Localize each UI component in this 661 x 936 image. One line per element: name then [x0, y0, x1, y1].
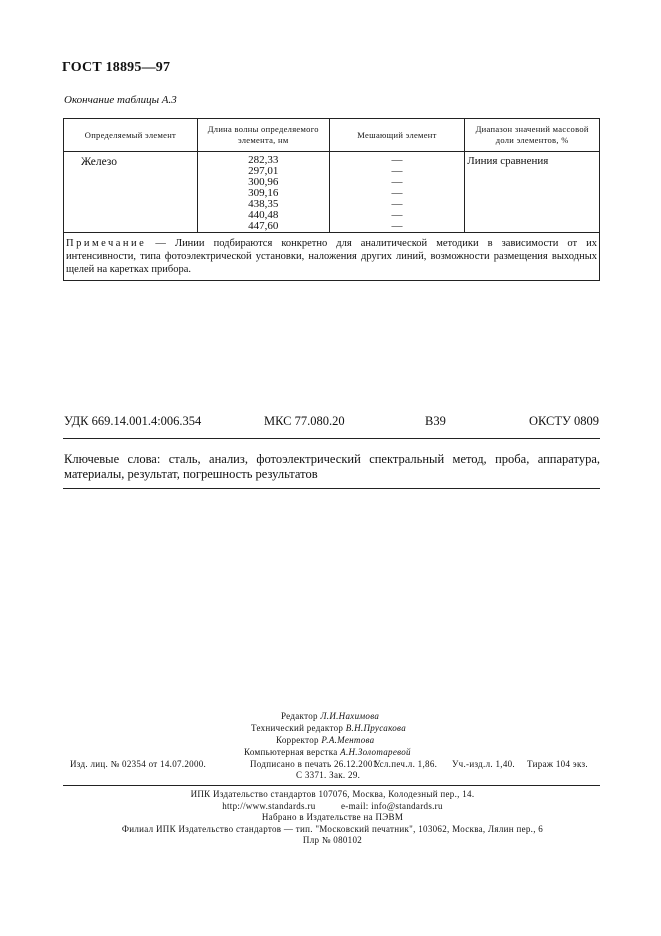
publisher-line: ИПК Издательство стандартов 107076, Москва, Колодезный пер., 14.: [190, 789, 475, 799]
publisher-line: Плр № 080102: [302, 835, 363, 845]
divider: [63, 488, 600, 489]
credit-role: Редактор: [281, 711, 318, 721]
wavelength-value: 438,35: [248, 198, 279, 210]
credit-name: Л.И.Нахимова: [320, 711, 380, 721]
credit-line: [0, 734, 660, 746]
element-cell: Железо: [64, 152, 198, 233]
range-cell: Линия сравнения: [465, 152, 600, 233]
table-row: [64, 152, 600, 233]
publisher-block: [60, 789, 605, 847]
imprint-sheets: Усл.печ.л. 1,86.: [374, 759, 438, 769]
interfering-value: —: [391, 154, 403, 166]
interfering-value: —: [391, 165, 403, 177]
column-header: Длина волны определяемого элемента, нм: [197, 119, 329, 152]
note-label: Примечание: [66, 238, 147, 249]
column-header: Диапазон значений массовой доли элементов, %: [465, 119, 600, 152]
wavelength-value: 300,96: [248, 176, 279, 188]
interfering-cell: [329, 152, 465, 233]
wavelength-cell: [197, 152, 329, 233]
credit-line: [0, 710, 660, 722]
credit-role: Технический редактор: [251, 723, 344, 733]
credit-name: Р.А.Ментова: [321, 735, 375, 745]
wavelength-value: 447,60: [248, 220, 279, 232]
wavelength-value: 309,16: [248, 187, 279, 199]
credit-line: [0, 722, 660, 734]
column-header: Мешающий элемент: [329, 119, 465, 152]
table-note: [64, 233, 600, 281]
table-header-row: [64, 119, 600, 152]
publisher-line: http://www.standards.ru e-mail: info@standards.ru: [222, 800, 443, 811]
divider: [63, 785, 600, 786]
interfering-value: —: [391, 198, 403, 210]
publisher-line: Филиал ИПК Издательство стандартов — тип. "Московский печатник", 103062, Москва, Лялин пер., 6: [121, 823, 544, 834]
publisher-line: Набрано в Издательстве на ПЭВМ: [261, 812, 404, 822]
wavelength-value: 440,48: [248, 209, 279, 221]
wavelength-value: 297,01: [248, 165, 279, 177]
column-header: Определяемый элемент: [64, 119, 198, 152]
credit-name: В.Н.Прусакова: [345, 723, 406, 733]
wavelength-value: 282,33: [248, 154, 279, 166]
table-caption: Окончание таблицы А.3: [64, 94, 177, 106]
okstu-code: ОКСТУ 0809: [529, 414, 600, 428]
table-note-row: [64, 233, 600, 281]
mks-code: МКС 77.080.20: [264, 414, 345, 428]
interfering-value: —: [391, 220, 403, 232]
interfering-value: —: [391, 176, 403, 188]
imprint-pub-sheets: Уч.-изд.л. 1,40.: [452, 759, 515, 769]
imprint-signed: Подписано в печать 26.12.2001.: [250, 759, 381, 769]
b-code: В39: [425, 414, 446, 428]
credit-name: А.Н.Золотаревой: [340, 747, 411, 757]
udc-code: УДК 669.14.001.4:006.354: [64, 414, 202, 428]
credits: [0, 710, 660, 758]
imprint-order: С 3371. Зак. 29.: [296, 770, 361, 780]
document-title: ГОСТ 18895—97: [62, 60, 171, 75]
imprint-print-run: Тираж 104 экз.: [527, 759, 588, 769]
credit-role: Компьютерная верстка: [244, 747, 338, 757]
note-text: — Линии подбираются конкретно для аналитической методики в зависимости от их интенсивности, типа фотоэлектрической установки, наложения других линий, возможности размещения выходных щелей на каретках прибора.: [66, 238, 597, 275]
credit-role: Корректор: [276, 735, 319, 745]
data-table: [63, 118, 600, 281]
keywords: Ключевые слова: сталь, анализ, фотоэлектрический спектральный метод, проба, аппаратура, материалы, результат, погрешность результатов: [64, 452, 600, 481]
divider: [63, 438, 600, 439]
imprint-license: Изд. лиц. № 02354 от 14.07.2000.: [70, 759, 207, 769]
interfering-value: —: [391, 187, 403, 199]
credit-line: [0, 746, 660, 758]
interfering-value: —: [391, 209, 403, 221]
